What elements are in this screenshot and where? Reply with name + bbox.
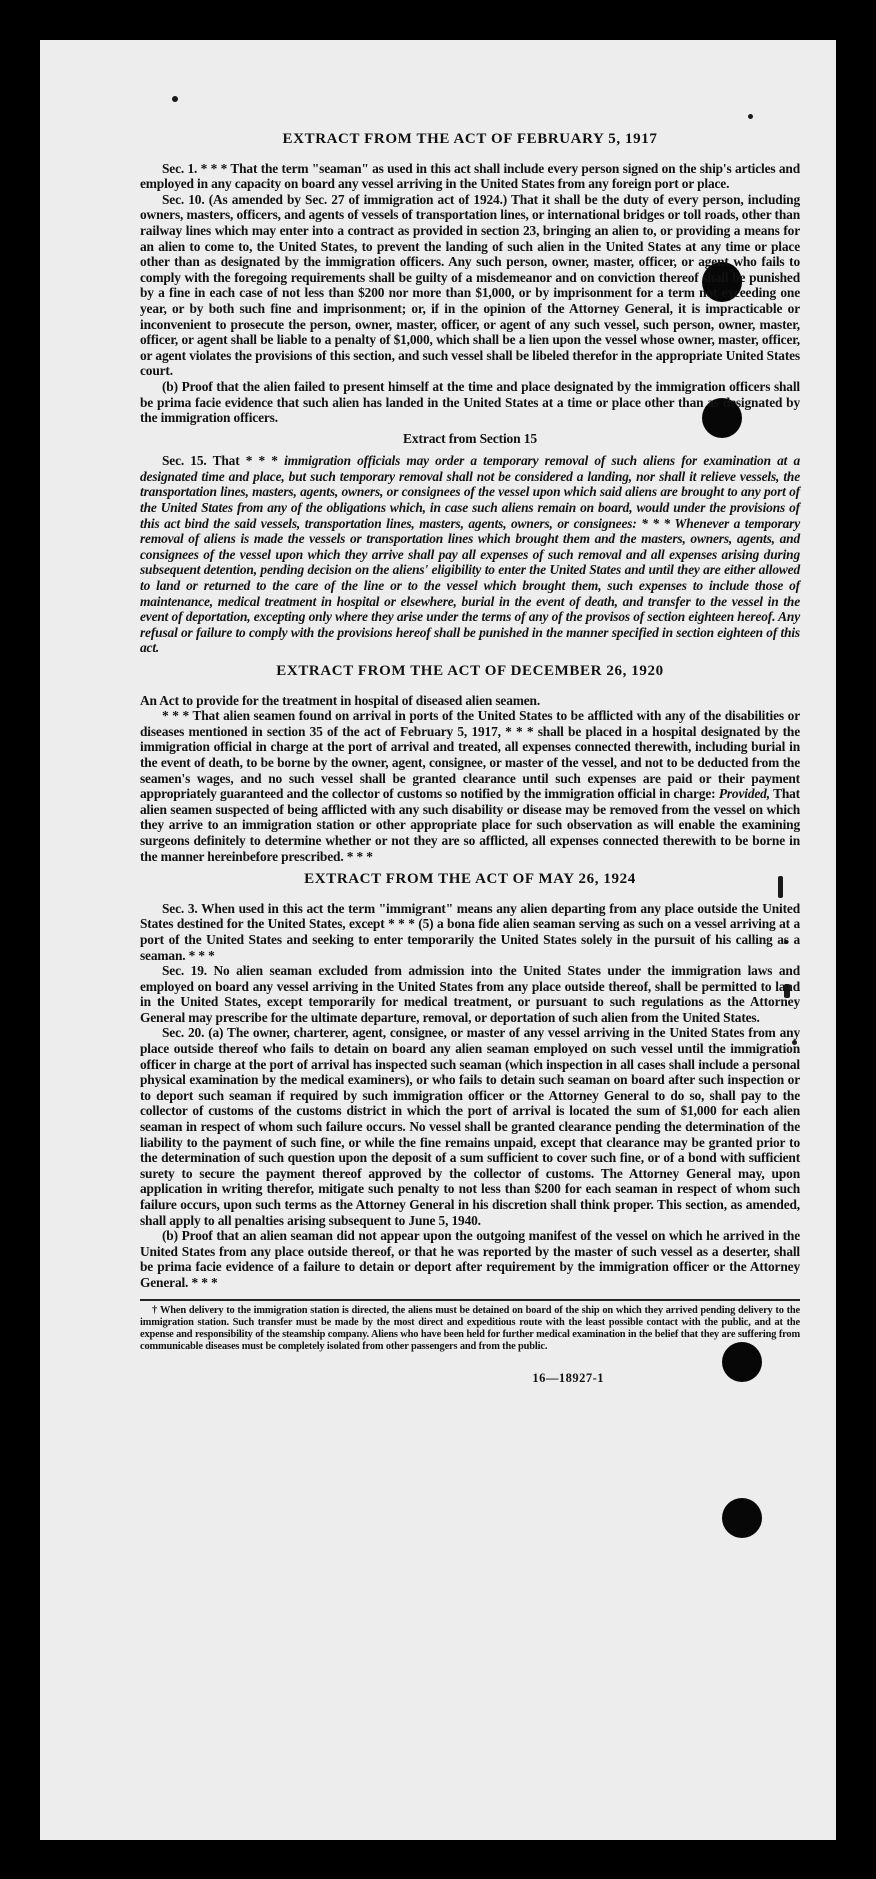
heading-act-1924: EXTRACT FROM THE ACT OF MAY 26, 1924 — [304, 871, 636, 888]
act-1920-body — [140, 708, 800, 864]
section-3: Sec. 3. When used in this act the term "immigrant" means any alien departing from any place outside the United States destined for the United States, except * * * (5) a bona fide alien seaman serving as such on a vessel arriving at a port of the United States and seeking to enter temporarily the United States solely in the pursuit of his calling as a seaman. * * * — [140, 900, 800, 963]
section-19: Sec. 19. No alien seaman excluded from admission into the United States under the immigration laws and employed on board any vessel arriving in the United States from any place outside thereof, shall be permitted to land in the United States, except temporarily for medical treatment, or pursuant to such regulations as the Attorney General may prescribe for the ultimate departure, removal, or deportation of such alien from the United States. — [140, 963, 800, 1025]
footnote-divider — [140, 1299, 800, 1301]
section-15-lead: Sec. 15. That * * * — [162, 453, 278, 469]
act-1920-proviso: That alien seamen suspected of being afflicted with any such disability or disease may be removed from the vessel on which they arrive to an immigration station or other appropriate place for such observation as will enable the examining surgeons definitely to determine whether or not they are so afflicted, all expenses connected therewith to be borne in the manner hereinbefore prescribed. * * * — [140, 786, 800, 864]
punch-hole — [722, 1498, 762, 1538]
heading-act-1920: EXTRACT FROM THE ACT OF DECEMBER 26, 1920 — [276, 663, 664, 679]
section-15-text: immigration officials may order a temporary removal of such aliens for examination at a designated time and place, but such temporary removal shall not be considered a landing, nor shall it relieve vessels, the transportation lines, masters, agents, owners, or consignees of the vessel upon which said aliens are brought to any port of the United States from any of the obligations which, in case such aliens remain on board, would under the provisions of this act bind the said vessels, transportation lines, masters, agents, owners, or consignees: * * * Whenever a temporary removal of aliens is made the vessels or transportation lines which brought them and the masters, owners, agents, and consignees of the vessel upon which they arrive shall pay all expenses of such removal and all expenses arising during subsequent detention, pending decision on the aliens' eligibility to enter the United States and until they are either allowed to land or returned to the care of the line or to the vessel which brought them, such expenses to include those of maintenance, medical treatment in hospital or elsewhere, burial in the event of death, and transfer to the vessel in the event of deportation, excepting only where they arise under the terms of any of the provisos of section eighteen hereof. Any refusal or failure to comply with the provisions hereof shall be punished in the manner specified in section eighteen of this act. — [140, 453, 800, 656]
section-10: Sec. 10. (As amended by Sec. 27 of immigration act of 1924.) That it shall be the duty of every person, including owners, masters, officers, and agents of vessels of transportation lines, or international bridges or toll roads, other than railway lines which may enter into a contract as provided in section 23, bringing an alien to, or providing a means for an alien to come to, the United States, to prevent the landing of such alien in the United States at any time or place other than as designated by the immigration officers. Any such person, owner, master, officer, or agent who fails to comply with the foregoing requirements shall be guilty of a misdemeanor and on conviction thereof shall be punished by a fine in each case of not less than $200 nor more than $1,000, or by imprisonment for a term not exceeding one year, or by both such fine and imprisonment; or, if in the opinion of the Attorney General, it is impracticable or inconvenient to prosecute the person, owner, master, officer, or agent of any such vessel, such person, owner, master, officer, or agent shall be liable to a penalty of $1,000, which shall be a lien upon the vessel whose owner, master, officer, or agent violates the provisions of this section, and such vessel shall be libeled therefor in the appropriate United States court. — [140, 191, 800, 379]
heading-section-15: Extract from Section 15 — [403, 430, 537, 446]
act-1920-title: An Act to provide for the treatment in hospital of diseased alien seamen. — [140, 692, 541, 708]
footnote: † When delivery to the immigration station is directed, the aliens must be detained on board of the ship on which they arrived pending delivery to the immigration station. Such transfer must be made by the most direct and expeditious route with the least possible contact with the public, and at the expense and responsibility of the steamship company. Aliens who have been held for further medical examination in the belief that they are suffering from communicable diseases must be completely isolated from other passengers and from the public. — [140, 1304, 800, 1352]
document-page — [40, 40, 836, 1840]
section-10-b: (b) Proof that the alien failed to present himself at the time and place designated by the immigration officers shall be prima facie evidence that such alien has landed in the United States at a time or place other than as designated by the immigration officers. — [140, 378, 800, 426]
form-code: 16—18927-1 — [532, 1370, 604, 1385]
document-body — [140, 132, 800, 1386]
section-20-b: (b) Proof that an alien seaman did not appear upon the outgoing manifest of the vessel on which he arrived in the United States from any place outside thereof, or that he was reported by the master of such vessel as a deserter, shall be prima facie evidence of a failure to detain or deport after requirement by the immigration officer or the Attorney General. * * * — [140, 1228, 800, 1290]
heading-act-1917: EXTRACT FROM THE ACT OF FEBRUARY 5, 1917 — [282, 131, 658, 147]
act-1920-proviso-label: Provided, — [718, 786, 770, 802]
speck — [172, 96, 178, 102]
act-1920-text: * * * That alien seamen found on arrival in ports of the United States to be afflicted with any of the disabilities or diseases mentioned in section 35 of the act of February 5, 1917, * * * shall be placed in a hospital designated by the immigration official in charge at the port of arrival and treated, all expenses connected therewith, including burial in the event of death, to be borne by the owner, agent, consignee, or master of the vessel, and not to be deducted from the seamen's wages, and no such vessel shall be granted clearance until such expenses are paid or their payment appropriately guaranteed and the collector of customs so notified by the immigration official in charge: — [140, 708, 800, 802]
speck — [748, 114, 753, 119]
section-20: Sec. 20. (a) The owner, charterer, agent, consignee, or master of any vessel arriving in the United States from any place outside thereof who fails to detain on board any alien seaman employed on such vessel until the immigration officer in charge at the port of arrival has inspected such seaman (which inspection in all cases shall include a personal physical examination by the medical examiners), or who fails to detain such seaman on board after such inspection or to deport such seaman if required by such immigration officer or the Attorney General to do so, shall pay to the collector of customs of the customs district in which the port of arrival is located the sum of $1,000 for each alien seaman in respect of whom such failure occurs. No vessel shall be granted clearance pending the determination of the liability to the payment of such fine, or while the fine remains unpaid, except that clearance may be granted prior to the determination of such question upon the deposit of a sum sufficient to cover such fine, or of a bond with sufficient surety to secure the payment thereof approved by the collector of customs. The Attorney General may, upon application in writing therefor, mitigate such penalty to not less than $200 for each seaman in respect of whom such failure occurs, upon such terms as the Attorney General in his discretion shall think proper. This section, as amended, shall apply to all penalties arising subsequent to June 5, 1940. — [140, 1025, 800, 1228]
section-1: Sec. 1. * * * That the term "seaman" as used in this act shall include every person signed on the ship's articles and employed in any capacity on board any vessel arriving in the United States from any foreign port or place. — [140, 160, 800, 192]
section-15 — [140, 453, 800, 656]
